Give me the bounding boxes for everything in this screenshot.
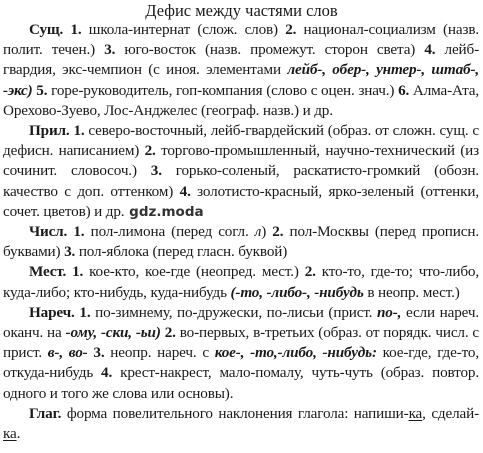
- rule-text: кое-где, где-то, откуда-нибудь: [3, 344, 479, 382]
- rule-number: 1.: [72, 263, 84, 281]
- rule-number: 4.: [179, 182, 191, 200]
- rule-text: если нареч. оканч. на: [3, 303, 479, 342]
- rule-number: 2.: [272, 223, 284, 241]
- rule-number: 3.: [104, 41, 116, 59]
- rule-text: золотисто-красный, ярко-зеленый (оттенки, сочет. цветов) и др.: [3, 182, 480, 220]
- rule-morpheme: по-,: [377, 303, 402, 321]
- rule-text: школа-интернат (слож. слов): [81, 21, 286, 38]
- rule-text: торгово-промышленный, научно-технический (из сочинит. словосоч.): [3, 142, 479, 180]
- rules-text: [3, 20, 479, 444]
- rule-number: 2.: [144, 142, 156, 160]
- rule-text: ): [261, 223, 273, 241]
- watermark-logo: gdz.moda: [124, 203, 204, 220]
- rule-text: горе-руководитель, гоп-компания (слово с оцен. знач.): [47, 81, 399, 99]
- rule-number: 4.: [424, 41, 436, 59]
- rule-morpheme: -ому, -ски, -ьи): [65, 324, 161, 342]
- page-title: Дефис между частями слов: [145, 1, 338, 20]
- rule-number: 3.: [150, 162, 162, 180]
- rule-number: 2.: [285, 21, 297, 38]
- rule-text: , сделай-: [422, 404, 479, 422]
- rule-text: пол-лимона (перед согл.: [84, 223, 255, 241]
- rule-number: 4.: [101, 364, 113, 382]
- rule-number: 1.: [73, 223, 85, 241]
- rule-morpheme: кое-, -то,-либо, -нибудь:: [214, 344, 377, 362]
- rule-text: горько-соленый, раскатисто-громкий (обозн. качество с доп. оттенком): [3, 162, 479, 200]
- rule-text: пол-яблока (перед гласн. буквой): [75, 243, 288, 261]
- rule-text: кто-то, где-то; что-либо, куда-либо; кто-нибудь, куда-нибудь: [3, 263, 479, 301]
- section-label: Числ.: [29, 223, 68, 241]
- section-label: Сущ.: [29, 21, 64, 38]
- rule-number: 5.: [36, 81, 48, 99]
- section-label: Прил.: [29, 122, 70, 140]
- section-label: Глаг.: [29, 404, 62, 422]
- rule-text: кое-кто, кое-где (неопред. мест.): [83, 263, 305, 281]
- rule-particle: ка: [3, 425, 17, 443]
- rule-text: пол-Москвы (перед прописн. буквами): [3, 223, 479, 261]
- rule-text: юго-восток (назв. промежут. сторон света): [115, 41, 425, 59]
- rule-morpheme: в-, во-: [47, 344, 88, 362]
- rule-text: неопр. нареч. с: [104, 344, 215, 362]
- rule-particle: ка: [408, 404, 423, 422]
- section-5: [3, 404, 479, 444]
- section-label: Нареч.: [29, 303, 75, 321]
- section-2: [3, 222, 479, 262]
- rule-text: в неопр. мест.): [363, 283, 460, 301]
- rule-number: 1.: [73, 122, 85, 140]
- rule-number: 2.: [164, 324, 176, 342]
- rule-number: 1.: [70, 21, 82, 38]
- section-1: [3, 121, 479, 222]
- rule-text: Алма-Ата, Орехово-Зуево, Лос-Анджелес (географ. назв.) и др.: [3, 81, 479, 119]
- rule-letter: л: [254, 223, 262, 241]
- rule-morpheme: лейб-, обер-, унтер-, штаб-, -экс): [3, 61, 480, 99]
- rule-text: крест-накрест, мало-помалу, чуть-чуть (образ. повтор. одного и того же слова или основы).: [3, 364, 479, 402]
- rule-number: 6.: [398, 81, 410, 99]
- section-4: [3, 303, 479, 404]
- rule-text: по-зимнему, по-дружески, по-лисьи (прист.: [90, 303, 378, 321]
- rule-text: лейб-гвардия, экс-чемпион (с иноя. элементами: [3, 41, 479, 79]
- section-label: Мест.: [29, 263, 67, 281]
- section-3: [3, 262, 479, 302]
- rule-text: во-первых, в-третьих (образ. от порядк. числ. с прист.: [3, 324, 480, 362]
- rule-number: 3.: [93, 344, 105, 362]
- rule-number: 1.: [79, 303, 91, 321]
- rule-morpheme: (-то, -либо-, -нибудь: [230, 283, 364, 301]
- rule-text: национал-социализм (назв. полит. течен.): [3, 21, 479, 59]
- rule-text: форма повелительного наклонения глагола: напиши-: [61, 404, 409, 422]
- rule-text: .: [16, 425, 21, 443]
- section-0: [3, 20, 479, 121]
- rule-text: северо-восточный, лейб-гвардейский (образ. от сложн. сущ. с дефисн. написанием): [3, 122, 479, 160]
- rule-number: 3.: [64, 243, 76, 261]
- rule-number: 2.: [304, 263, 316, 281]
